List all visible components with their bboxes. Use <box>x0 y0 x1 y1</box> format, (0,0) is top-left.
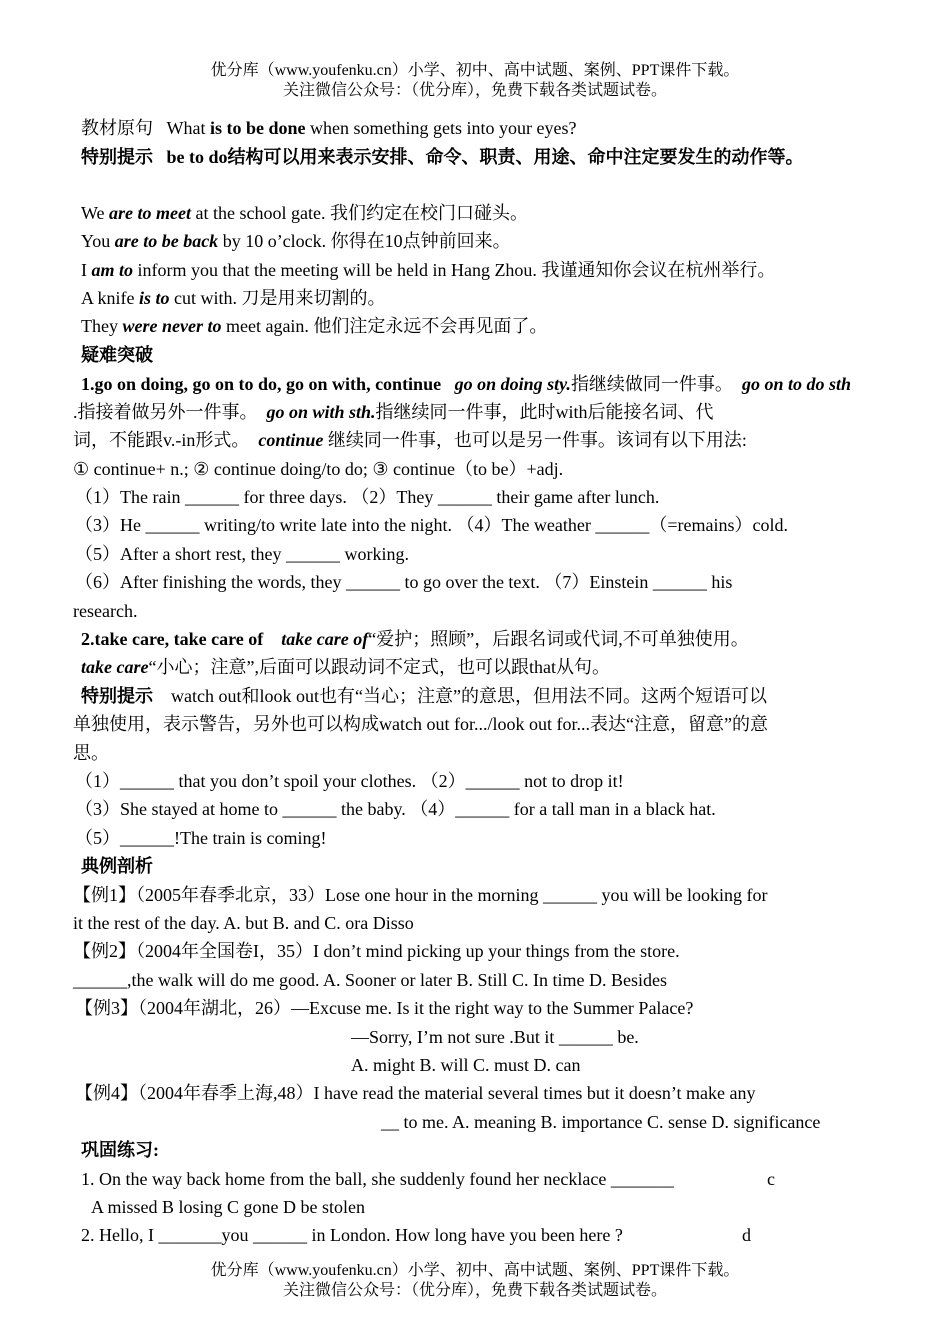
footer-line-1: 优分库（www.youfenku.cn）小学、初中、高中试题、案例、PPT课件下载。 <box>210 1262 740 1279</box>
example-sentence <box>81 287 386 309</box>
example-pre: A knife <box>81 288 139 308</box>
analysis-example: ______,the walk will do me good. A. Sooner or later B. Still C. In time D. Besides <box>73 970 667 990</box>
difficulty-heading: 疑难突破 <box>81 345 153 365</box>
point-1-line-2 <box>73 401 714 423</box>
example-sentence <box>81 230 511 252</box>
example-post: cut with. 刀是用来切割的。 <box>169 288 386 308</box>
point-1-text: 继续同一件事，也可以是另一件事。该词有以下用法: <box>323 430 747 450</box>
textbook-sentence <box>81 117 576 139</box>
practice-heading: 巩固练习: <box>81 1140 159 1160</box>
point-1-em: go on doing sty. <box>454 374 571 394</box>
point-2-tip-line-2: 单独使用，表示警告，另外也可以构成watch out for.../look out for...表达“注意，留意”的意 <box>73 714 768 734</box>
point-1-text: .指接着做另外一件事。 <box>73 402 258 422</box>
example-em: are to meet <box>109 203 192 223</box>
example-pre: You <box>81 231 115 251</box>
example-em: were never to <box>122 316 222 336</box>
example-em: am to <box>91 260 134 280</box>
example-em: are to be back <box>114 231 219 251</box>
point-1-line-1 <box>81 373 851 395</box>
textbook-bold: is to be done <box>209 118 306 138</box>
analysis-example: 【例2】（2004年全国卷I，35）I don’t mind picking up your things from the store. <box>73 941 680 961</box>
example-post: meet again. 他们注定永远不会再见面了。 <box>221 316 548 336</box>
practice-options: A missed B losing C gone D be stolen <box>91 1197 365 1217</box>
point-2-question: （5）______!The train is coming! <box>75 828 327 848</box>
point-2-em: take care <box>81 657 149 677</box>
example-pre: I <box>81 260 92 280</box>
point-1-question: （1）The rain ______ for three days. （2）They ______ their game after lunch. <box>75 487 660 507</box>
analysis-example: __ to me. A. meaning B. importance C. sense D. significance <box>381 1112 821 1132</box>
practice-question: 2. Hello, I _______you ______ in London. How long have you been here ? <box>81 1225 623 1245</box>
point-2-line-1 <box>81 628 749 650</box>
point-2-tip-line-3: 思。 <box>73 743 109 763</box>
point-1-question: （5）After a short rest, they ______ working. <box>75 544 409 564</box>
example-pre: They <box>81 316 123 336</box>
tip-1-text: be to do结构可以用来表示安排、命令、职责、用途、命中注定要发生的动作等。 <box>166 147 804 167</box>
header-line-2: 关注微信公众号：（优分库），免费下载各类试题试卷。 <box>282 82 667 99</box>
point-1-question: （6）After finishing the words, they ______ to go over the text. （7）Einstein ______ his <box>75 572 733 592</box>
tip-1 <box>81 146 804 168</box>
example-sentence <box>81 202 528 224</box>
example-pre: We <box>81 203 110 223</box>
point-1-text: 词，不能跟v.-in形式。 <box>73 430 250 450</box>
example-em: is to <box>139 288 170 308</box>
point-2-line-2 <box>81 656 610 678</box>
point-2-tip-label: 特别提示 <box>81 686 153 706</box>
analysis-example: —Sorry, I’m not sure .But it ______ be. <box>351 1027 639 1047</box>
point-1-em: go on to do sth <box>741 374 851 394</box>
point-2-question: （3）She stayed at home to ______ the baby. （4）______ for a tall man in a black hat. <box>75 799 716 819</box>
analysis-example: it the rest of the day. A. but B. and C. ora Disso <box>73 913 414 933</box>
practice-answer: c <box>767 1169 775 1189</box>
point-1-question: （3）He ______ writing/to write late into the night. （4）The weather ______（=remains）cold. <box>75 515 789 535</box>
practice-question: 1. On the way back home from the ball, she suddenly found her necklace _______ <box>81 1169 674 1189</box>
analysis-example: 【例3】（2004年湖北，26）—Excuse me. Is it the right way to the Summer Palace? <box>75 998 694 1018</box>
practice-answer: d <box>742 1225 751 1245</box>
point-2-tip-line-1 <box>81 685 767 707</box>
example-sentence <box>81 315 547 337</box>
textbook-pre: What <box>166 118 210 138</box>
example-post: by 10 o’clock. 你得在10点钟前回来。 <box>218 231 511 251</box>
analysis-heading: 典例剖析 <box>81 856 153 876</box>
textbook-label: 教材原句 <box>81 118 153 138</box>
tip-1-label: 特别提示 <box>81 147 153 167</box>
textbook-post: when something gets into your eyes? <box>305 118 577 138</box>
point-2-text: “爱护；照顾”，后跟名词或代词,不可单独使用。 <box>368 629 749 649</box>
example-post: at the school gate. 我们约定在校门口碰头。 <box>191 203 528 223</box>
point-1-em: go on with sth. <box>266 402 376 422</box>
header-line-1: 优分库（www.youfenku.cn）小学、初中、高中试题、案例、PPT课件下载。 <box>210 62 740 79</box>
point-2-heading: 2.take care, take care of <box>81 629 264 649</box>
point-2-tip-text: watch out和look out也有“当心；注意”的意思，但用法不同。这两个短语可以 <box>171 686 767 706</box>
point-2-question: （1）______ that you don’t spoil your clothes. （2）______ not to drop it! <box>75 771 624 791</box>
analysis-example: 【例1】（2005年春季北京，33）Lose one hour in the morning ______ you will be looking for <box>73 885 768 905</box>
point-1-line-3 <box>73 429 747 451</box>
point-1-question: research. <box>73 601 138 621</box>
point-1-heading: 1.go on doing, go on to do, go on with, continue <box>81 374 442 394</box>
point-2-text: “小心；注意”,后面可以跟动词不定式，也可以跟that从句。 <box>148 657 610 677</box>
point-1-em: continue <box>258 430 324 450</box>
analysis-example: 【例4】（2004年春季上海,48）I have read the material several times but it doesn’t make any <box>75 1083 756 1103</box>
analysis-example: A. might B. will C. must D. can <box>351 1055 581 1075</box>
point-1-text: 指继续做同一件事。 <box>570 374 733 394</box>
point-2-em: take care of <box>281 629 369 649</box>
footer-line-2: 关注微信公众号：（优分库），免费下载各类试题试卷。 <box>282 1282 667 1299</box>
point-1-usage: ① continue+ n.; ② continue doing/to do; ③ continue（to be）+adj. <box>73 459 564 479</box>
point-1-text: 指继续同一件事，此时with后能接名词、代 <box>375 402 714 422</box>
example-sentence <box>81 259 775 281</box>
example-post: inform you that the meeting will be held in Hang Zhou. 我谨通知你会议在杭州举行。 <box>133 260 776 280</box>
